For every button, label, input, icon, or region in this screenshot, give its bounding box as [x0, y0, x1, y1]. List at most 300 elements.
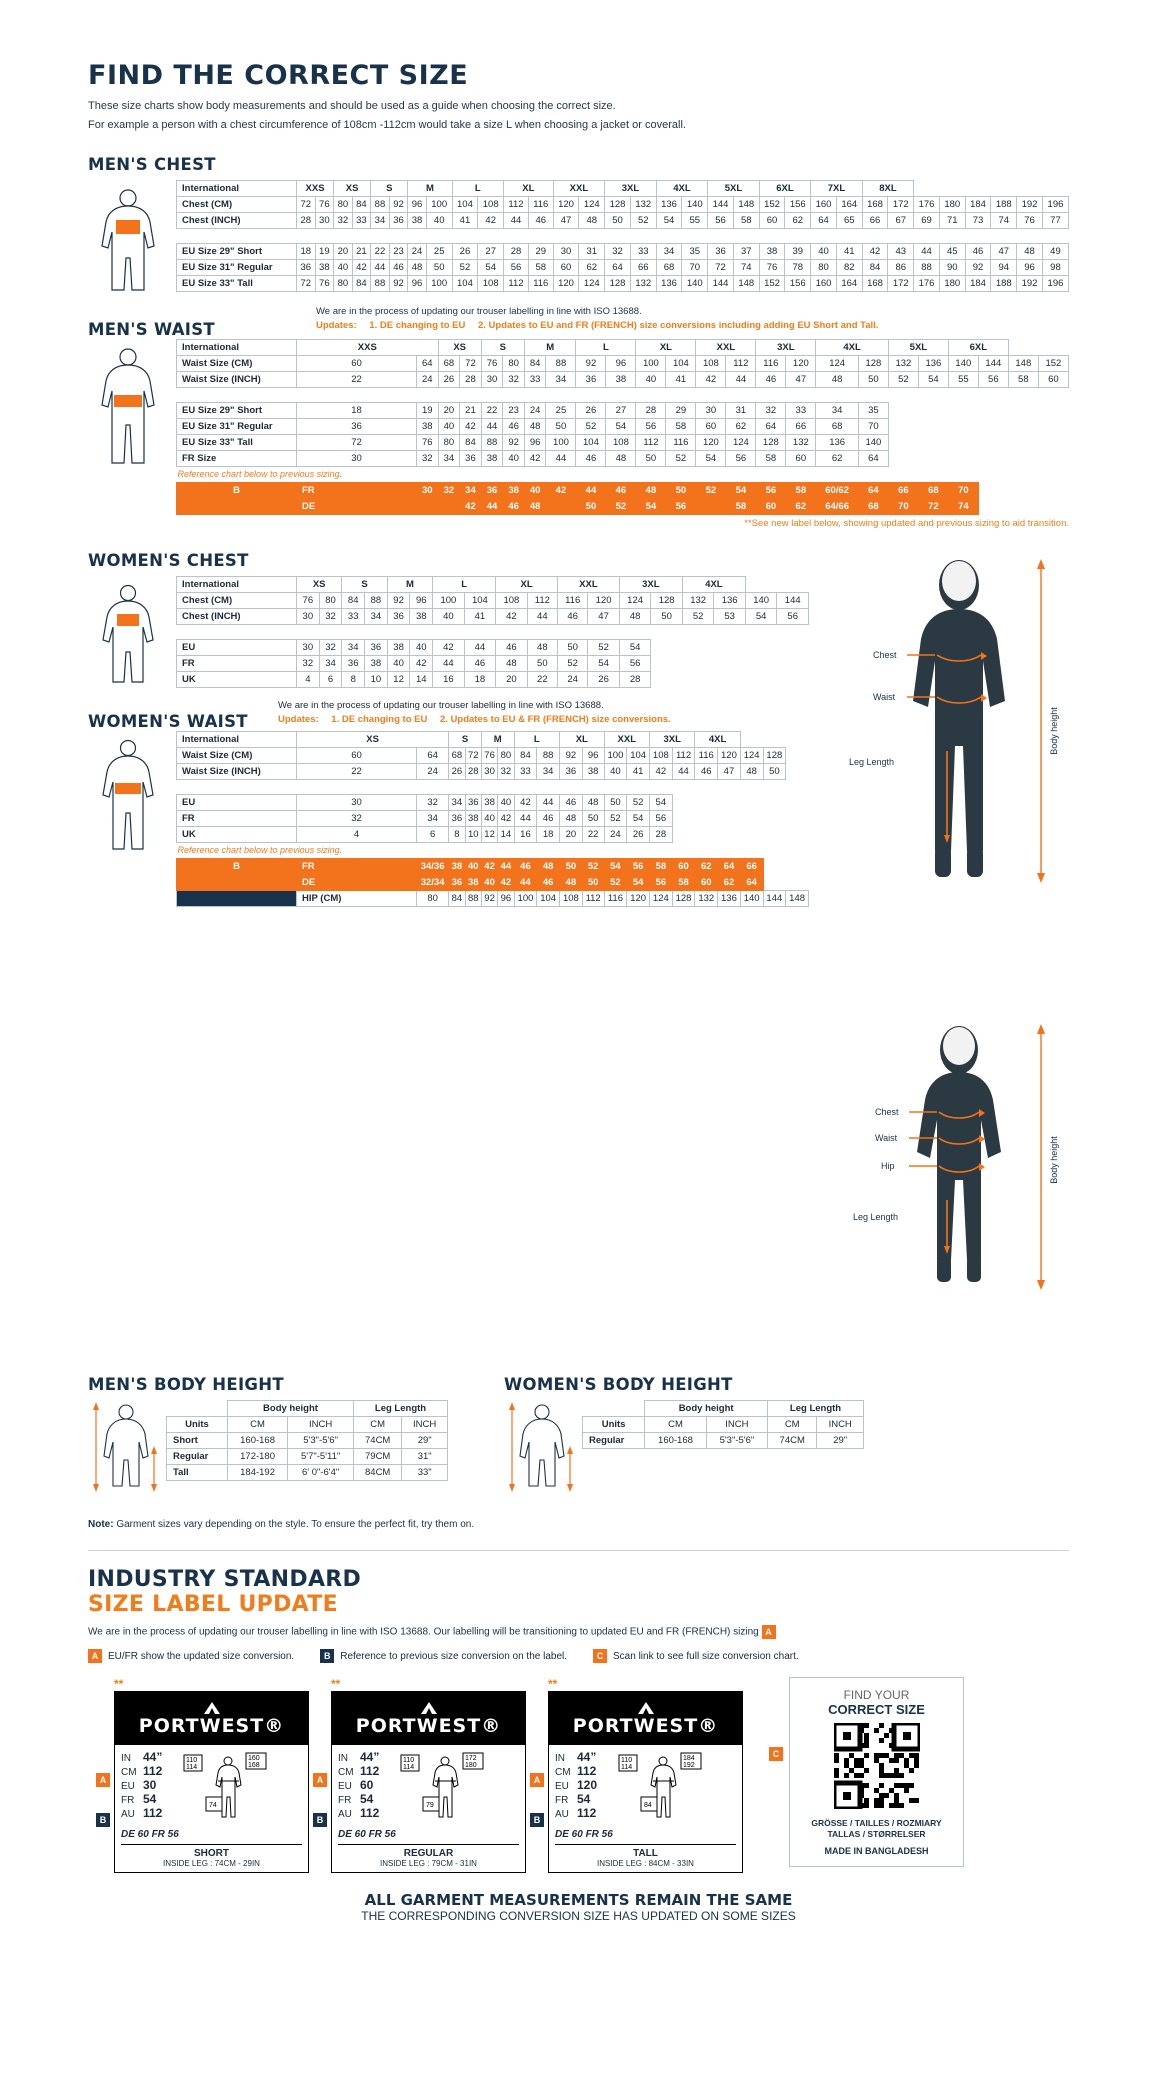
table-cell: INCH: [817, 1417, 864, 1433]
table-cell: 33: [352, 213, 371, 229]
table-cell: INCH: [288, 1417, 354, 1433]
table-cell: 26: [449, 764, 465, 780]
table-cell: S: [342, 577, 387, 593]
fit-note: [88, 1519, 1069, 1530]
table-cell: 140: [740, 891, 763, 907]
table-cell: 112: [527, 593, 557, 609]
table-cell: 48: [524, 499, 546, 515]
table-cell: XXL: [604, 732, 649, 748]
table-cell: 20: [496, 672, 528, 688]
table-cell: UK: [177, 827, 297, 843]
table-cell: 39: [785, 244, 811, 260]
table-cell: 160: [811, 276, 837, 292]
label-code-key: IN: [338, 1753, 348, 1764]
table-cell: 116: [558, 593, 588, 609]
table-cell: 16: [433, 672, 465, 688]
table-cell: 20: [438, 403, 460, 419]
table-cell: 112: [582, 891, 604, 907]
table-cell: 5'7"-5'11": [288, 1449, 354, 1465]
table-cell: 33": [402, 1465, 448, 1481]
table-cell: 132: [695, 891, 718, 907]
table-cell: 30: [417, 483, 439, 499]
qr-languages: [798, 1818, 955, 1840]
table-cell: 26: [438, 372, 460, 388]
label-brand-header: [548, 1691, 743, 1745]
table-cell: L: [576, 340, 636, 356]
table-cell: 3XL: [619, 577, 682, 593]
table-cell: 40: [503, 451, 525, 467]
table-cell: 50: [560, 859, 583, 875]
womens-body-height-table: [582, 1400, 864, 1449]
table-cell: 36: [460, 451, 482, 467]
label-code-key: FR: [555, 1795, 569, 1806]
table-cell: 46: [537, 875, 560, 891]
table-cell: 42: [496, 609, 528, 625]
table-cell: 46: [695, 764, 718, 780]
table-cell: 84CM: [354, 1465, 402, 1481]
table-row: [583, 1433, 864, 1449]
table-cell: 40: [433, 609, 465, 625]
table-cell: 88: [371, 276, 390, 292]
table-cell: 34: [319, 656, 342, 672]
label-previous-size: DE 60 FR 56: [121, 1829, 179, 1840]
table-cell: CM: [227, 1417, 287, 1433]
table-cell: 5'3"-5'6": [288, 1433, 354, 1449]
table-cell: 48: [582, 795, 604, 811]
table-cell: 6: [417, 827, 449, 843]
table-cell: 64: [605, 260, 631, 276]
table-cell: 74CM: [354, 1433, 402, 1449]
table-cell: 62: [726, 419, 756, 435]
table-cell: 84: [514, 748, 537, 764]
table-cell: 132: [682, 593, 714, 609]
table-cell: 33: [524, 372, 546, 388]
table-cell: M: [408, 181, 452, 197]
table-cell: 76: [315, 276, 334, 292]
table-cell: 42: [460, 419, 482, 435]
table-cell: 56: [619, 656, 651, 672]
hip-row: [177, 891, 809, 907]
qr-code-icon[interactable]: [798, 1723, 955, 1812]
table-cell: 34: [460, 483, 482, 499]
table-cell: HIP (CM): [297, 891, 417, 907]
label-code-key: EU: [121, 1781, 135, 1792]
womens-chest-figure: [88, 576, 176, 687]
table-cell: 144: [708, 197, 734, 213]
table-cell: [583, 1401, 645, 1417]
table-cell: 44: [464, 640, 496, 656]
table-cell: 4XL: [682, 577, 745, 593]
table-cell: 70: [888, 499, 918, 515]
table-cell: 76: [417, 435, 439, 451]
table-cell: 140: [858, 435, 888, 451]
table-cell: 18: [537, 827, 560, 843]
table-cell: 104: [452, 276, 478, 292]
label-figure: [597, 1751, 736, 1826]
table-cell: 50: [558, 640, 588, 656]
table-cell: 6XL: [759, 181, 811, 197]
table-cell: 52: [627, 795, 650, 811]
table-cell: 96: [498, 891, 514, 907]
label-code-key: AU: [338, 1809, 352, 1820]
table-cell: 29: [528, 244, 553, 260]
svg-text:114: 114: [621, 1764, 633, 1771]
table-cell: 46: [503, 499, 525, 515]
table-cell: 40: [334, 260, 353, 276]
womens-waist-update-line: We are in the process of updating our trouser labelling in line with ISO 13688.: [278, 700, 604, 711]
label-code-key: FR: [121, 1795, 135, 1806]
table-cell: 32: [438, 483, 460, 499]
label-code-line: [121, 1807, 162, 1821]
table-cell: 74: [948, 499, 978, 515]
table-cell: 47: [786, 372, 816, 388]
table-cell: Leg Length: [354, 1401, 448, 1417]
table-cell: 33: [342, 609, 365, 625]
legend-item-c: [593, 1649, 799, 1663]
table-cell: 184: [965, 276, 991, 292]
table-cell: 108: [478, 276, 504, 292]
label-code-line: [555, 1765, 597, 1779]
table-cell: 34/36: [417, 859, 449, 875]
label-figure: [162, 1751, 302, 1826]
section-divider: [88, 1550, 1069, 1551]
table-cell: 54: [627, 875, 650, 891]
table-cell: 38: [315, 260, 334, 276]
table-cell: 86: [888, 260, 914, 276]
table-cell: FR: [297, 859, 417, 875]
table-cell: 50: [651, 609, 683, 625]
label-code-value: 44”: [143, 1750, 163, 1764]
table-cell: 46: [560, 795, 583, 811]
table-cell: 50: [582, 875, 604, 891]
table-cell: 80: [498, 748, 514, 764]
table-cell: 24: [417, 764, 449, 780]
table-cell: 40: [481, 811, 497, 827]
table-cell: 76: [297, 593, 320, 609]
intro-line-1: These size charts show body measurements and should be used as a guide when choosing the correct size.: [88, 100, 616, 112]
table-cell: 120: [786, 356, 816, 372]
table-cell: 42: [410, 656, 433, 672]
table-cell: 54: [606, 419, 636, 435]
table-cell: 47: [588, 609, 620, 625]
table-cell: 32: [605, 244, 631, 260]
label-code-key: EU: [338, 1781, 352, 1792]
table-cell: 112: [504, 276, 529, 292]
badge-a-inline: A: [762, 1625, 776, 1639]
table-cell: 32: [319, 640, 342, 656]
table-cell: 66: [862, 213, 888, 229]
table-header-row: [583, 1401, 864, 1417]
table-cell: International: [177, 577, 297, 593]
table-cell: 14: [498, 827, 514, 843]
table-cell: 58: [666, 419, 696, 435]
table-cell: 176: [914, 276, 940, 292]
table-cell: 42: [649, 764, 672, 780]
table-row: [177, 197, 1069, 213]
table-cell: 64: [811, 213, 837, 229]
table-cell: 180: [939, 197, 965, 213]
table-cell: 32: [417, 451, 439, 467]
table-cell: 32/34: [417, 875, 449, 891]
table-cell: 18: [464, 672, 496, 688]
table-cell: 136: [718, 891, 741, 907]
womens-waist-update-1: 1. DE changing to EU: [331, 714, 428, 725]
table-cell: 46: [514, 859, 537, 875]
table-cell: 60: [695, 875, 718, 891]
table-cell: S: [449, 732, 482, 748]
table-cell: 40: [498, 795, 514, 811]
table-cell: 41: [627, 764, 650, 780]
table-header-row: [177, 577, 809, 593]
table-cell: 52: [576, 419, 606, 435]
table-cell: XS: [297, 577, 342, 593]
table-cell: XL: [504, 181, 554, 197]
table-cell: 70: [682, 260, 708, 276]
label-code-key: IN: [121, 1753, 131, 1764]
table-cell: 5XL: [708, 181, 760, 197]
table-cell: 32: [297, 811, 417, 827]
table-cell: 50: [426, 260, 452, 276]
legend-text-c: Scan link to see full size conversion chart.: [613, 1650, 799, 1662]
table-cell: 66: [786, 419, 816, 435]
table-cell: 52: [666, 451, 696, 467]
table-cell: 38: [465, 875, 481, 891]
label-footer: [338, 1844, 519, 1868]
table-cell: 58: [649, 859, 672, 875]
table-cell: 56: [978, 372, 1008, 388]
label-code-value: 54: [577, 1792, 591, 1806]
table-cell: 22: [297, 372, 417, 388]
table-cell: 71: [939, 213, 965, 229]
table-cell: 22: [371, 244, 390, 260]
table-cell: 30: [553, 244, 579, 260]
label-footer: [555, 1844, 736, 1868]
table-cell: 64: [858, 483, 888, 499]
table-cell: 116: [604, 891, 627, 907]
table-cell: 50: [546, 419, 576, 435]
table-cell: 54: [604, 859, 627, 875]
table-cell: 52: [604, 811, 627, 827]
table-cell: 22: [527, 672, 557, 688]
table-cell: 28: [636, 403, 666, 419]
table-cell: Body height: [227, 1401, 353, 1417]
table-cell: 4XL: [656, 181, 708, 197]
table-cell: 128: [672, 891, 695, 907]
mens-waist-table: [176, 339, 1069, 515]
table-cell: 32: [503, 372, 525, 388]
label-stars: **: [331, 1677, 341, 1691]
table-cell: 44: [576, 483, 606, 499]
table-cell: 46: [528, 213, 553, 229]
table-cell: 30: [297, 640, 320, 656]
table-cell: CM: [354, 1417, 402, 1433]
units-row: [167, 1417, 448, 1433]
table-cell: 56: [708, 213, 734, 229]
label-code-line: [338, 1793, 379, 1807]
table-cell: 32: [297, 656, 320, 672]
label-stars: **: [114, 1677, 124, 1691]
table-cell: 72: [708, 260, 734, 276]
table-cell: 100: [426, 197, 452, 213]
table-cell: 152: [759, 197, 785, 213]
table-cell: 26: [627, 827, 650, 843]
table-cell: 152: [1038, 356, 1068, 372]
prev-sizing-note-row: Reference chart below to previous sizing.: [177, 469, 343, 479]
table-cell: 54: [478, 260, 504, 276]
table-cell: 56: [756, 483, 786, 499]
table-cell: 26: [452, 244, 478, 260]
table-cell: 40: [465, 859, 481, 875]
table-cell: 88: [914, 260, 940, 276]
units-row: [583, 1417, 864, 1433]
table-cell: 4: [297, 827, 417, 843]
table-cell: 52: [452, 260, 478, 276]
table-cell: 96: [524, 435, 546, 451]
table-cell: 54: [696, 451, 726, 467]
table-cell: DE: [297, 499, 417, 515]
table-cell: 20: [334, 244, 353, 260]
table-cell: 196: [1042, 276, 1068, 292]
womens-waist-table: [176, 731, 809, 907]
qr-made-in: MADE IN BANGLADESH: [824, 1846, 929, 1856]
table-cell: M: [387, 577, 432, 593]
table-cell: 21: [460, 403, 482, 419]
table-cell: 92: [503, 435, 525, 451]
table-cell: 42: [478, 213, 504, 229]
table-cell: [177, 891, 297, 907]
table-cell: 48: [606, 451, 636, 467]
table-cell: 60: [553, 260, 579, 276]
table-cell: 108: [496, 593, 528, 609]
table-cell: FR: [297, 483, 417, 499]
table-cell: 38: [410, 609, 433, 625]
table-cell: 128: [605, 276, 631, 292]
table-cell: 60: [696, 419, 726, 435]
label-code-key: FR: [338, 1795, 352, 1806]
table-cell: 116: [528, 276, 553, 292]
table-cell: 12: [481, 827, 497, 843]
table-cell: 80: [503, 356, 525, 372]
table-cell: 28: [465, 764, 481, 780]
svg-text:180: 180: [465, 1762, 478, 1769]
table-cell: 42: [352, 260, 371, 276]
table-row: [177, 244, 1069, 260]
mens-body-height-table: [166, 1400, 448, 1481]
table-cell: 120: [696, 435, 726, 451]
table-cell: 98: [1042, 260, 1068, 276]
table-cell: INCH: [402, 1417, 448, 1433]
table-cell: 38: [503, 483, 525, 499]
table-cell: 50: [763, 764, 786, 780]
table-cell: 88: [537, 748, 560, 764]
page-title: FIND THE CORRECT SIZE: [88, 60, 469, 91]
svg-text:74: 74: [209, 1802, 218, 1809]
table-cell: 112: [636, 435, 666, 451]
table-cell: 196: [1042, 197, 1068, 213]
section-title-mens-body-height: MEN'S BODY HEIGHT: [88, 1375, 284, 1394]
table-cell: 58: [1008, 372, 1038, 388]
label-code-value: 112: [577, 1806, 597, 1820]
womens-waist-figure: [88, 731, 176, 857]
table-cell: 160-168: [227, 1433, 287, 1449]
table-cell: 54: [656, 213, 682, 229]
table-cell: 84: [352, 197, 371, 213]
table-cell: 32: [498, 764, 514, 780]
table-cell: 46: [965, 244, 991, 260]
table-cell: 136: [918, 356, 948, 372]
legend-badge-a: A: [88, 1649, 102, 1663]
table-cell: Waist Size (INCH): [177, 764, 297, 780]
table-cell: 100: [433, 593, 465, 609]
table-cell: XXL: [696, 340, 756, 356]
table-row: [177, 672, 809, 688]
table-cell: 44: [726, 372, 756, 388]
table-cell: 26: [588, 672, 620, 688]
qr-title-2: CORRECT SIZE: [828, 1702, 925, 1717]
table-cell: M: [524, 340, 576, 356]
table-cell: 132: [786, 435, 816, 451]
table-cell: XL: [496, 577, 558, 593]
table-cell: 100: [636, 356, 666, 372]
industry-title-2: SIZE LABEL UPDATE: [88, 1592, 338, 1617]
table-cell: 44: [672, 764, 695, 780]
table-cell: 104: [452, 197, 478, 213]
female-label-waist: Waist: [875, 1133, 898, 1143]
table-cell: Tall: [167, 1465, 228, 1481]
table-cell: 4XL: [695, 732, 740, 748]
table-cell: 25: [426, 244, 452, 260]
table-cell: UK: [177, 672, 297, 688]
table-cell: 41: [464, 609, 496, 625]
table-cell: 6: [319, 672, 342, 688]
table-cell: 73: [965, 213, 991, 229]
table-row: [177, 372, 1069, 388]
qr-card[interactable]: [789, 1677, 964, 1867]
table-cell: 48: [636, 483, 666, 499]
table-cell: 22: [481, 403, 503, 419]
table-cell: EU Size 33" Tall: [177, 435, 297, 451]
table-cell: 50: [605, 213, 631, 229]
label-badge-a: A: [530, 1773, 544, 1787]
table-cell: 44: [504, 213, 529, 229]
table-row: [177, 748, 809, 764]
table-cell: 40: [387, 656, 410, 672]
table-cell: 46: [389, 260, 408, 276]
table-cell: 38: [606, 372, 636, 388]
label-inside-leg: INSIDE LEG : 84CM - 33IN: [597, 1859, 694, 1868]
section-title-womens-waist: WOMEN'S WAIST: [88, 712, 248, 731]
label-code-value: 54: [143, 1792, 157, 1806]
table-cell: 80: [811, 260, 837, 276]
table-cell: 36: [465, 795, 481, 811]
legend-item-a: [88, 1649, 294, 1663]
table-cell: 50: [576, 499, 606, 515]
table-cell: 42: [433, 640, 465, 656]
label-figure: [379, 1751, 519, 1826]
label-code-line: [338, 1765, 379, 1779]
table-cell: FR: [177, 811, 297, 827]
table-cell: 48: [524, 419, 546, 435]
table-cell: 19: [315, 244, 334, 260]
intro-line-2: For example a person with a chest circumference of 108cm -112cm would take a size L when choosing a jacket or coverall.: [88, 119, 686, 131]
portwest-logo-icon: [114, 1701, 309, 1715]
table-cell: 96: [408, 197, 427, 213]
table-cell: 42: [481, 859, 497, 875]
table-cell: XXS: [297, 340, 439, 356]
table-cell: 100: [514, 891, 537, 907]
male-label-chest: Chest: [873, 650, 897, 660]
table-cell: 80: [334, 276, 353, 292]
